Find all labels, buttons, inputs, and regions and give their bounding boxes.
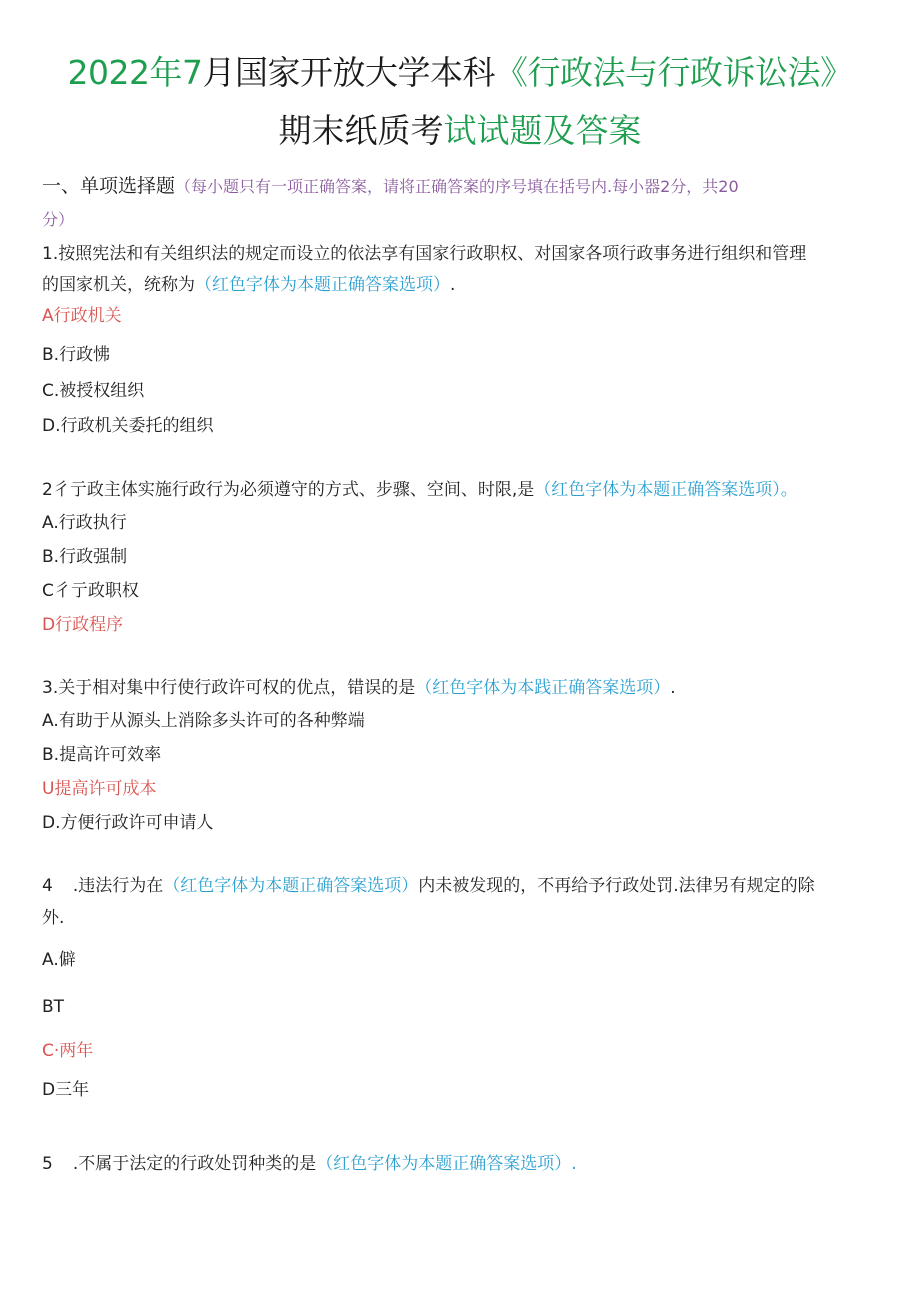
question-3-end: .	[670, 678, 676, 698]
answer-hint: （红色字体为本题正确答案选项）	[534, 480, 781, 500]
document-title-line-1	[0, 50, 920, 96]
question-3-text	[42, 676, 676, 700]
section-heading: 一、单项选择题	[42, 175, 176, 197]
question-4-option-b: BT	[42, 997, 65, 1017]
title-suffix: 试试题及答案	[443, 111, 642, 150]
question-4-text	[42, 874, 815, 898]
question-4-stem-cont: 内未被发现的，不再给予行政处罚.法律另有规定的除	[418, 876, 815, 896]
question-3-option-d: D.方便行政许可申请人	[42, 813, 214, 833]
answer-hint: （红色字体为本践正确答案选项）	[415, 678, 671, 698]
question-1-end: .	[450, 275, 456, 295]
question-2-stem: 2彳亍政主体实施行政行为必须遵守的方式、步骤、空间、时限,是	[42, 480, 535, 500]
question-2-option-d: D行政程序	[42, 615, 124, 635]
question-4-option-d: D三年	[42, 1080, 90, 1100]
section-instruction-cont: 分）	[42, 210, 75, 229]
question-2-option-a: A.行政执行	[42, 513, 127, 533]
question-2-end: 。	[780, 480, 798, 500]
question-1-option-b: B.行政怫	[42, 345, 111, 365]
question-2-text	[42, 478, 798, 502]
section-instruction: （每小题只有一项正确答案，请将正确答案的序号填在括号内.每小器2分，共20	[175, 177, 739, 196]
question-4-option-a: A.僻	[42, 950, 76, 970]
title-org: 月国家开放大学本科	[202, 53, 495, 92]
question-5-stem: .不属于法定的行政处罚种类的是	[72, 1154, 317, 1174]
title-course: 《行政法与行政诉讼法》	[494, 53, 853, 92]
section-heading-row	[42, 174, 739, 199]
question-2-option-c: C彳亍政职权	[42, 581, 139, 601]
question-3-option-c: U提高许可成本	[42, 779, 157, 799]
question-1-option-d: D.行政机关委托的组织	[42, 416, 214, 436]
question-5-text	[42, 1152, 577, 1176]
question-4-number: 4	[42, 876, 53, 896]
question-3-stem: 3.关于相对集中行使行政许可权的优点，错误的是	[42, 678, 416, 698]
question-4-stem: .违法行为在	[72, 876, 164, 896]
question-1-stem: 的国家机关，统称为	[42, 275, 195, 295]
question-1-text-cont	[42, 273, 455, 297]
question-1-option-a: A行政机关	[42, 306, 122, 326]
answer-hint: （红色字体为本题正确答案选项）	[316, 1154, 572, 1174]
question-1-text: 1.按照宪法和有关组织法的规定而设立的依法享有国家行政职权、对国家各项行政事务进行组织和管理	[42, 244, 807, 264]
answer-hint: （红色字体为本题正确答案选项）	[195, 275, 450, 295]
question-1-option-c: C.被授权组织	[42, 381, 145, 401]
title-year: 2022年7	[67, 53, 203, 92]
question-3-option-a: A.有助于从源头上消除多头许可的各种弊端	[42, 711, 365, 731]
question-3-option-b: B.提高许可效率	[42, 745, 162, 765]
document-title-line-2	[0, 108, 920, 154]
question-4-text-cont: 外.	[42, 908, 65, 928]
title-exam-type: 期末纸质考	[278, 111, 444, 150]
question-4-option-c: C·两年	[42, 1041, 94, 1061]
question-5-end: .	[571, 1154, 577, 1174]
question-5-number: 5	[42, 1154, 53, 1174]
question-2-option-b: B.行政强制	[42, 547, 128, 567]
answer-hint: （红色字体为本题正确答案选项）	[163, 876, 419, 896]
